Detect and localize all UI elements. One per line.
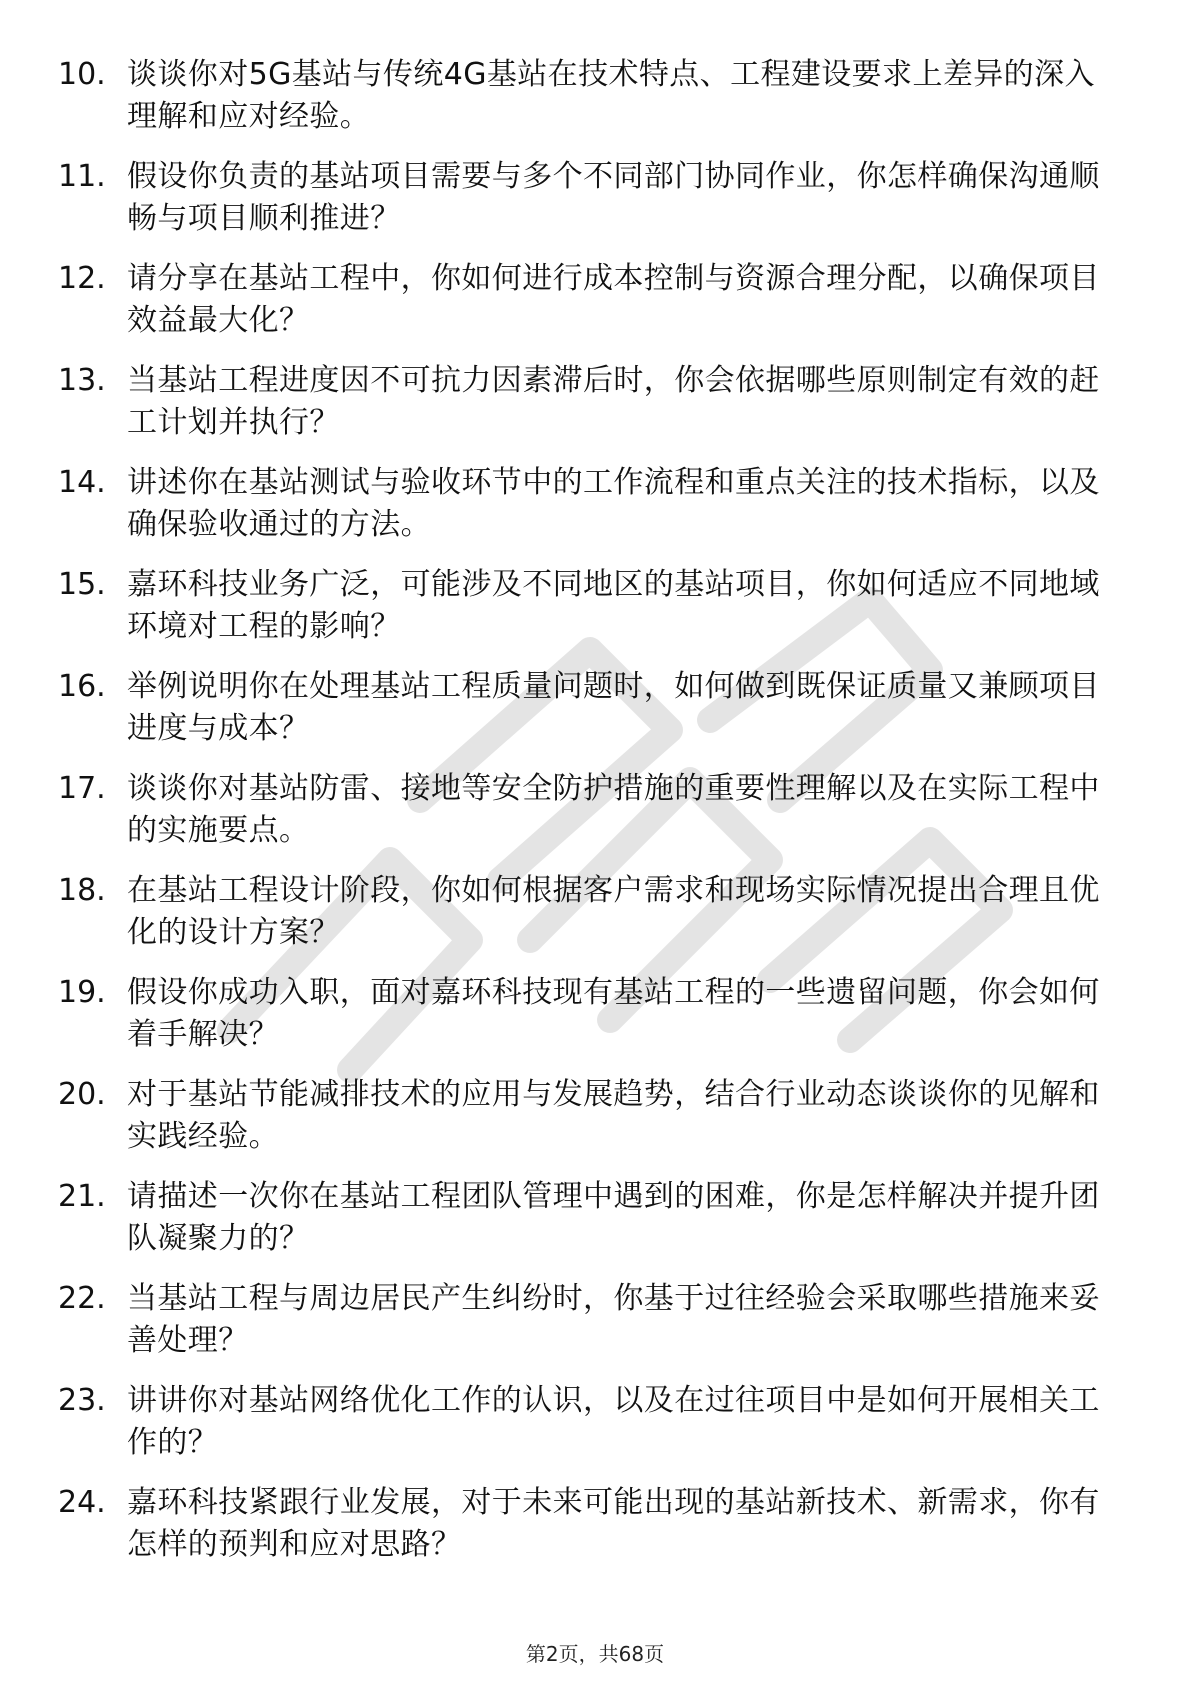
question-text: 请描述一次你在基站工程团队管理中遇到的困难，你是怎样解决并提升团队凝聚力的？ [127, 1179, 1100, 1256]
question-number: 11. [58, 159, 106, 194]
question-number: 17. [58, 771, 106, 806]
question-text: 嘉环科技业务广泛，可能涉及不同地区的基站项目，你如何适应不同地域环境对工程的影响？ [127, 567, 1100, 644]
question-number: 13. [58, 363, 106, 398]
list-item [0, 560, 1190, 656]
list-item [0, 1070, 1190, 1166]
question-number: 15. [58, 567, 106, 602]
question-text: 举例说明你在处理基站工程质量问题时，如何做到既保证质量又兼顾项目进度与成本？ [127, 669, 1100, 746]
question-text: 当基站工程与周边居民产生纠纷时，你基于过往经验会采取哪些措施来妥善处理？ [127, 1281, 1100, 1358]
list-item [0, 968, 1190, 1064]
question-text: 假设你成功入职，面对嘉环科技现有基站工程的一些遗留问题，你会如何着手解决？ [127, 975, 1100, 1052]
question-text: 假设你负责的基站项目需要与多个不同部门协同作业，你怎样确保沟通顺畅与项目顺利推进？ [127, 159, 1100, 236]
list-item [0, 1376, 1190, 1472]
question-number: 20. [58, 1077, 106, 1112]
list-item [0, 356, 1190, 452]
list-item [0, 50, 1190, 146]
question-text: 当基站工程进度因不可抗力因素滞后时，你会依据哪些原则制定有效的赶工计划并执行？ [127, 363, 1100, 440]
question-text: 请分享在基站工程中，你如何进行成本控制与资源合理分配，以确保项目效益最大化？ [127, 261, 1100, 338]
question-text: 讲讲你对基站网络优化工作的认识，以及在过往项目中是如何开展相关工作的？ [127, 1383, 1100, 1460]
question-text: 谈谈你对5G基站与传统4G基站在技术特点、工程建设要求上差异的深入理解和应对经验。 [127, 57, 1095, 134]
page-number-footer: 第2页，共68页 [525, 1642, 665, 1666]
question-number: 18. [58, 873, 106, 908]
list-item [0, 764, 1190, 860]
question-number: 19. [58, 975, 106, 1010]
list-item [0, 152, 1190, 248]
question-number: 22. [58, 1281, 106, 1316]
question-number: 14. [58, 465, 106, 500]
list-item [0, 254, 1190, 350]
question-number: 21. [58, 1179, 106, 1214]
list-item [0, 1274, 1190, 1370]
question-number: 23. [58, 1383, 106, 1418]
list-item [0, 866, 1190, 962]
question-number: 10. [58, 57, 106, 92]
question-list [0, 50, 1190, 1580]
question-text: 谈谈你对基站防雷、接地等安全防护措施的重要性理解以及在实际工程中的实施要点。 [127, 771, 1100, 848]
list-item [0, 1478, 1190, 1574]
question-text: 嘉环科技紧跟行业发展，对于未来可能出现的基站新技术、新需求，你有怎样的预判和应对思路？ [127, 1485, 1100, 1562]
list-item [0, 1172, 1190, 1268]
question-number: 16. [58, 669, 106, 704]
list-item [0, 662, 1190, 758]
question-text: 对于基站节能减排技术的应用与发展趋势，结合行业动态谈谈你的见解和实践经验。 [127, 1077, 1100, 1154]
question-number: 12. [58, 261, 106, 296]
question-text: 在基站工程设计阶段，你如何根据客户需求和现场实际情况提出合理且优化的设计方案？ [127, 873, 1100, 950]
list-item [0, 458, 1190, 554]
question-text: 讲述你在基站测试与验收环节中的工作流程和重点关注的技术指标，以及确保验收通过的方法。 [127, 465, 1100, 542]
question-number: 24. [58, 1485, 106, 1520]
